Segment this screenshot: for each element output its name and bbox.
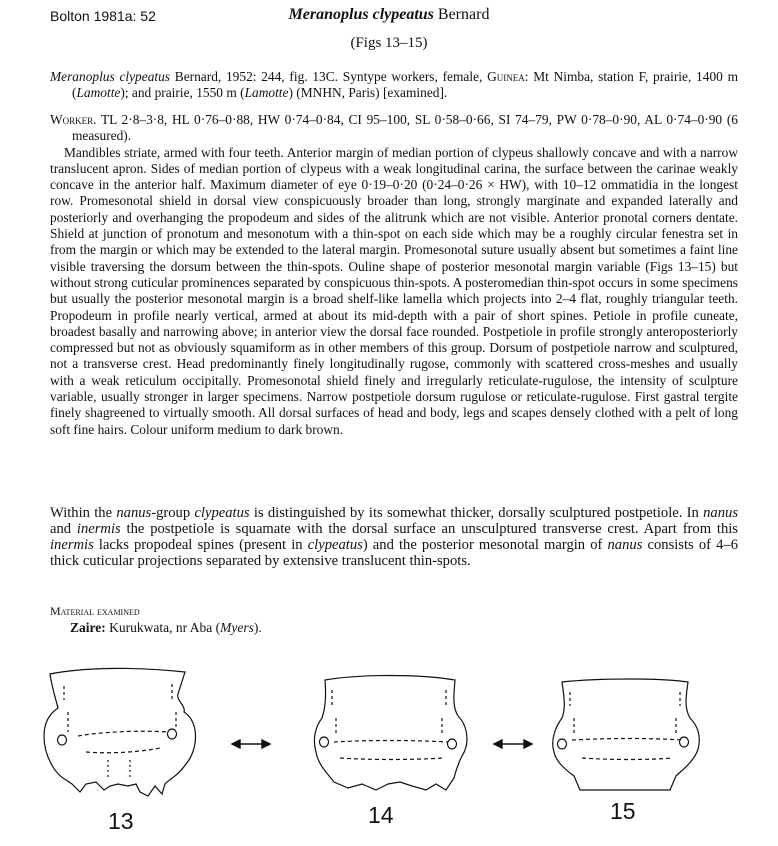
country-zaire: Zaire: [70,620,106,635]
taxon-name: nanus [703,505,738,521]
synonymy-name: Meranoplus clypeatus [50,69,171,84]
worker-section [50,112,738,438]
figure-label-14: 14 [368,802,394,828]
taxon-name: nanus [607,537,643,553]
collector-name: Lamotte [76,85,121,101]
citation-source: Bolton 1981a: 52 [50,8,156,24]
figure-13-outline [44,668,196,796]
species-title [0,6,778,24]
figure-label-15: 15 [610,798,636,824]
collector-name: Lamotte [244,85,289,101]
figure-label-13: 13 [108,808,134,834]
taxon-name: clypeatus [194,505,250,521]
note-text: is distinguished by its somewhat thicker, dorsally sculptured postpetiole. In [249,505,704,521]
diagnosis-paragraph [50,505,738,569]
worker-description: Mandibles striate, armed with four teeth. Anterior margin of median portion of clypeus shallowly concave and with a narrow translucent apron. Sides of median portion of clypeus with a weak longitudinal carina, the surface between the carinae weakly concave in the anterior half. Maximum diameter of eye 0·19–0·20 (0·24–0·26 × HW), with 10–12 ommatidia in the longest row. Promesonotal shield in dorsal view conspicuously broader than long, strongly marginate and expanded laterally and posteriorly and overhanging the propodeum and sides of the alitrunk which are not visible. Anterior pronotal corners dentate. Shield at junction of pronotum and mesonotum with a thin-spot on each side which may be a roughly circular fenestra set in from the margin or which may be extended to the lateral margin. Promesonotal suture usually absent but sometimes a faint line visible traversing the dorsum between the thin-spots. Ouline shape of posterior mesonotal margin variable (Figs 13–15) but without strong cuticular prominences separated by conspicuous thin-spots. A posteromedian thin-spot occurs in some specimens but usually the posterior mesonotal margin is a broad shelf-like lamella which projects into 2–4 flat, roughly triangular teeth. Propodeum in profile nearly vertical, armed at about its mid-depth with a pair of short spines. Petiole in profile cuneate, broadest basally and narrowing above; in anterior view the dorsal face rounded. Postpetiole in profile strongly anteroposteriorly compressed but not as obviously squamiform as in other members of this group. Dorsum of postpetiole narrow and sculptured, not a transverse crest. Head predominantly finely longitudinally rugose, commonly with scattered cross-meshes and usually with a weak reticulum occipitally. Promesonotal shield finely and irregularly reticulate-rugulose, the intensity of sculpture variable, usually stronger in larger specimens. Narrow postpetiole dorsum rugulose or reticulate-rugulose. First gastral tergite finely shagreened to virtually smooth. All dorsal surfaces of head and body, legs and scapes densely clothed with a pelt of long soft fine hairs. Colour uniform medium to dark brown. [50,144,738,437]
taxon-name: inermis [76,521,121,537]
locality-text: Kurukwata, nr Aba ( [105,620,221,635]
locality-text: ). [253,620,262,635]
double-arrow-icon [232,740,270,748]
species-author: Bernard [433,6,490,23]
country-guinea: Guinea [487,69,525,84]
note-text: the postpetiole is squamate with the dorsal surface an unsculptured transverse crest. Apart from this [120,521,738,537]
material-locality [70,620,262,636]
note-text: ) and the posterior mesonotal margin of [362,537,608,553]
worker-label: Worker [50,112,94,127]
synonymy-paragraph [50,69,738,102]
synonymy-text: ); and prairie, 1550 m ( [120,85,245,101]
note-text: and [50,521,77,537]
note-text: consists of 4–6 thick cuticular projections separated by extensive translucent thin-spots. [50,537,738,569]
taxon-name: nanus [116,505,152,521]
measurement-text: . TL 2·8–3·8, HL 0·76–0·88, HW 0·74–0·84, CI 95–100, SL 0·58–0·66, SI 74–79, PW 0·78–0·90, AL 0·74–0·90 (6 measured). [72,112,738,144]
collector-name: Myers [220,620,254,635]
synonymy-text: : Mt Nimba, station F, prairie, 1400 m ( [72,69,738,101]
synonymy-text: Bernard, 1952: 244, fig. 13C. Syntype workers, female, [170,69,488,84]
material-heading: Material examined [50,604,140,618]
figure-15-outline [553,679,700,790]
comparison-arrows [232,740,532,748]
double-arrow-icon [494,740,532,748]
note-text: lacks propodeal spines (present in [93,537,308,553]
species-name: Meranoplus clypeatus [288,6,434,23]
figure-reference: (Figs 13–15) [350,35,428,51]
note-text: Within the [50,505,117,521]
figures-panel [0,660,778,841]
worker-measurements [50,112,738,145]
taxon-name: inermis [50,537,94,553]
taxon-name: clypeatus [307,537,363,553]
note-text: -group [151,505,195,521]
synonymy-text: ) (MNHN, Paris) [examined]. [288,85,448,101]
figure-14-outline [314,676,467,791]
